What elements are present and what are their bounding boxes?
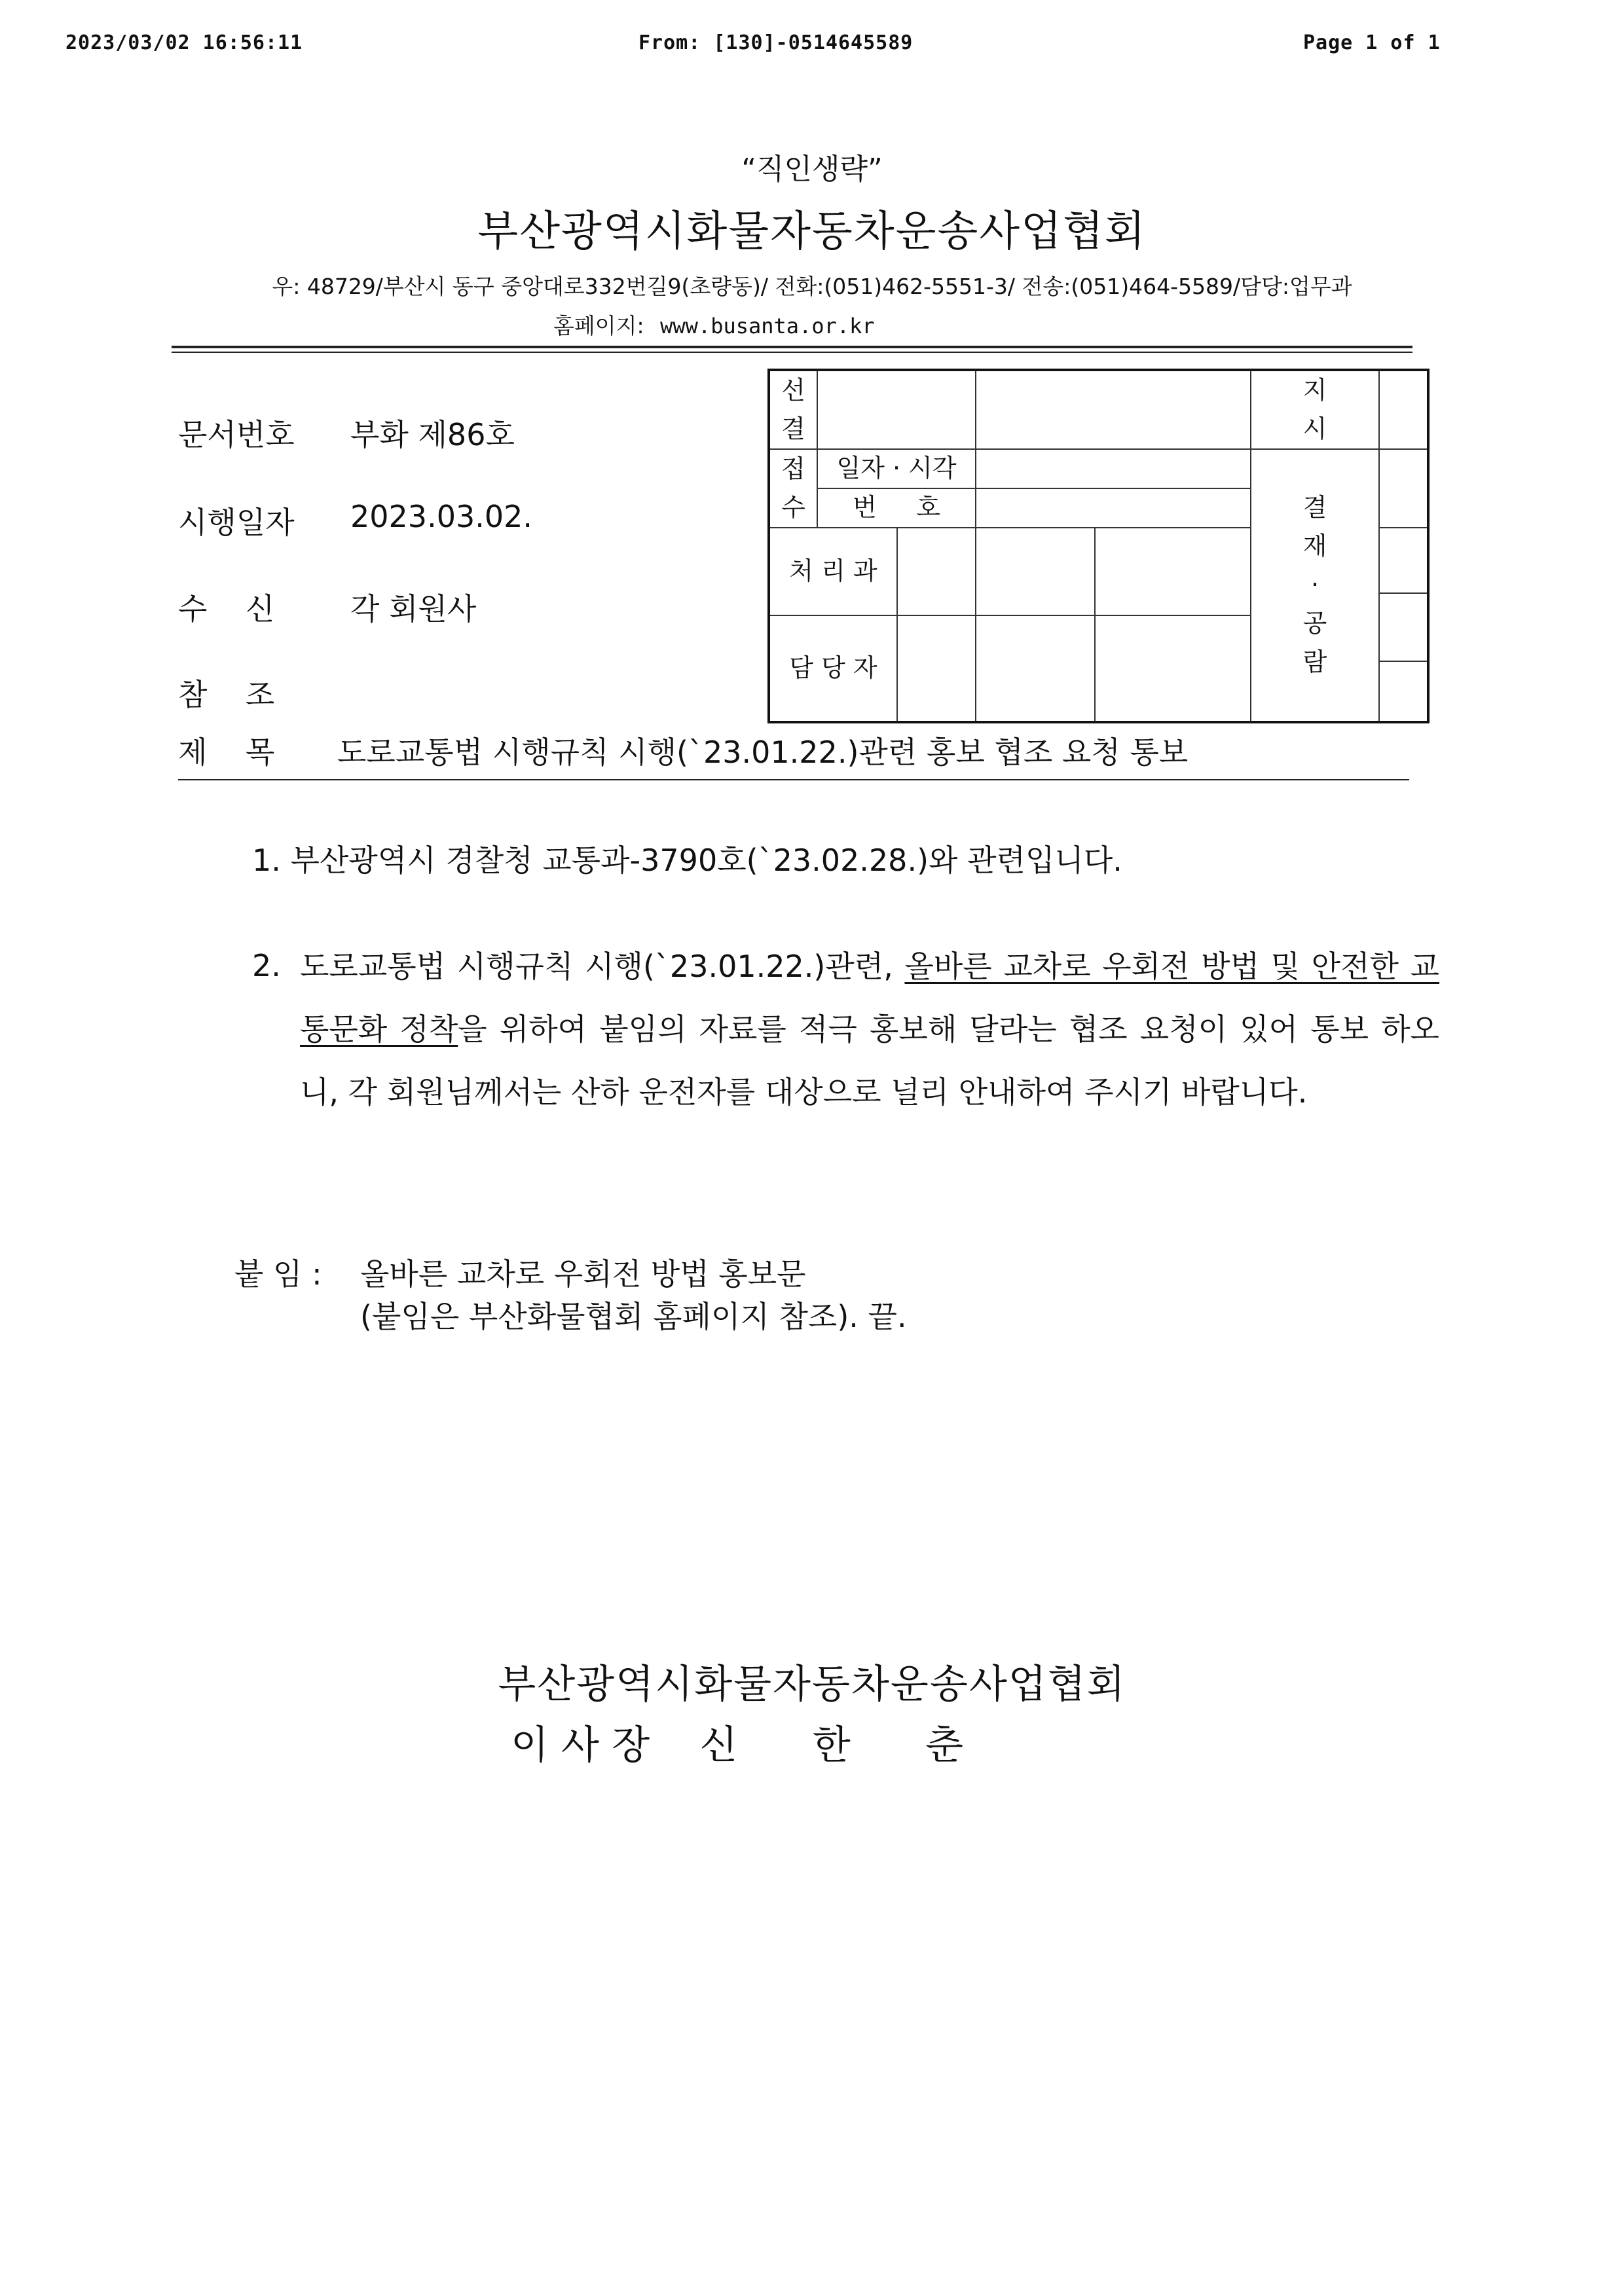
org-name-header: 부산광역시화물자동차운송사업협회 bbox=[477, 208, 1147, 256]
person-in-charge-cell-3 bbox=[1095, 615, 1251, 722]
issue-date: 2023.03.02. bbox=[350, 499, 532, 534]
subject-label: 제 목 bbox=[178, 735, 275, 770]
recipient: 각 회원사 bbox=[350, 591, 477, 627]
person-in-charge-cell-1 bbox=[897, 615, 976, 722]
attachment-line-2: (붙임은 부산화물협회 홈페이지 참조). 끝. bbox=[360, 1299, 907, 1334]
approval-cell-4 bbox=[1379, 661, 1428, 722]
body-item-2-number: 2. bbox=[252, 948, 281, 983]
body-item-2-underlined: 올바른 교차로 우회전 방법 및 안전한 교통문화 정착 bbox=[300, 949, 1439, 1047]
processing-dept-cell-2 bbox=[976, 528, 1095, 615]
processing-dept-cell-3 bbox=[1095, 528, 1251, 615]
body-item-2 bbox=[300, 935, 1439, 1123]
seon-gyeol-label: 선 결 bbox=[769, 370, 817, 449]
date-time-cell bbox=[976, 449, 1251, 488]
fax-timestamp: 2023/03/02 16:56:11 bbox=[65, 31, 303, 54]
person-in-charge-cell-2 bbox=[976, 615, 1095, 722]
approval-cell-3 bbox=[1379, 593, 1428, 661]
approval-cell-2 bbox=[1379, 528, 1428, 593]
homepage-line bbox=[553, 309, 875, 340]
processing-dept-cell-1 bbox=[897, 528, 976, 615]
date-label: 시행일자 bbox=[178, 505, 295, 540]
seon-gyeol-cell bbox=[817, 370, 976, 449]
body-item-2-part-a: 도로교통법 시행규칙 시행(`23.01.22.)관련, bbox=[300, 949, 905, 984]
attachment-line-1: 올바른 교차로 우회전 방법 홍보문 bbox=[360, 1256, 806, 1292]
processing-dept-label: 처 리 과 bbox=[769, 528, 897, 615]
number-label: 번 호 bbox=[817, 488, 976, 528]
doc-number: 부화 제86호 bbox=[350, 417, 515, 452]
signature-title-name: 이 사 장 신 한 춘 bbox=[511, 1722, 964, 1768]
homepage-url: www.busanta.or.kr bbox=[660, 314, 875, 338]
header-rule-top bbox=[172, 346, 1412, 348]
approval-cell-1 bbox=[1379, 449, 1428, 528]
person-in-charge-label: 담 당 자 bbox=[769, 615, 897, 722]
jeop-su-label: 접 수 bbox=[769, 449, 817, 528]
fax-page: Page 1 of 1 bbox=[1303, 31, 1441, 54]
doc-number-label: 문서번호 bbox=[178, 417, 295, 452]
approval-box bbox=[767, 369, 1430, 723]
subject: 도로교통법 시행규칙 시행(`23.01.22.)관련 홍보 협조 요청 통보 bbox=[337, 735, 1189, 770]
fax-from: From: [130]-0514645589 bbox=[638, 31, 913, 54]
header-rule-bottom bbox=[172, 352, 1412, 353]
instruction-label: 지 시 bbox=[1251, 370, 1379, 449]
seon-gyeol-cell-2 bbox=[976, 370, 1251, 449]
attachment-label: 붙 임 : bbox=[234, 1256, 322, 1292]
number-cell bbox=[976, 488, 1251, 528]
body-item-2-part-b: 을 위하여 붙임의 자료를 적극 홍보해 달라는 협조 요청이 있어 통보 하오니, 각 회원님께서는 산하 운전자를 대상으로 널리 안내하여 주시기 바랍니다. bbox=[300, 1011, 1439, 1110]
approval-review-label: 결 재 · 공 람 bbox=[1251, 449, 1379, 722]
recipient-label: 수 신 bbox=[178, 591, 275, 627]
subject-rule bbox=[178, 779, 1409, 780]
instruction-cell bbox=[1379, 370, 1428, 449]
body-item-1: 1. 부산광역시 경찰청 교통과-3790호(`23.02.28.)와 관련입니다. bbox=[252, 843, 1122, 878]
slogan: “직인생략” bbox=[741, 153, 883, 186]
date-time-label: 일자 · 시각 bbox=[817, 449, 976, 488]
reference-label: 참 조 bbox=[178, 677, 275, 712]
homepage-label: 홈페이지: bbox=[553, 313, 644, 338]
address-line: 우: 48729/부산시 동구 중앙대로332번길9(초량동)/ 전화:(051)462-5551-3/ 전송:(051)464-5589/담당:업무과 bbox=[272, 274, 1352, 299]
signature-org-name: 부산광역시화물자동차운송사업협회 bbox=[498, 1662, 1126, 1707]
